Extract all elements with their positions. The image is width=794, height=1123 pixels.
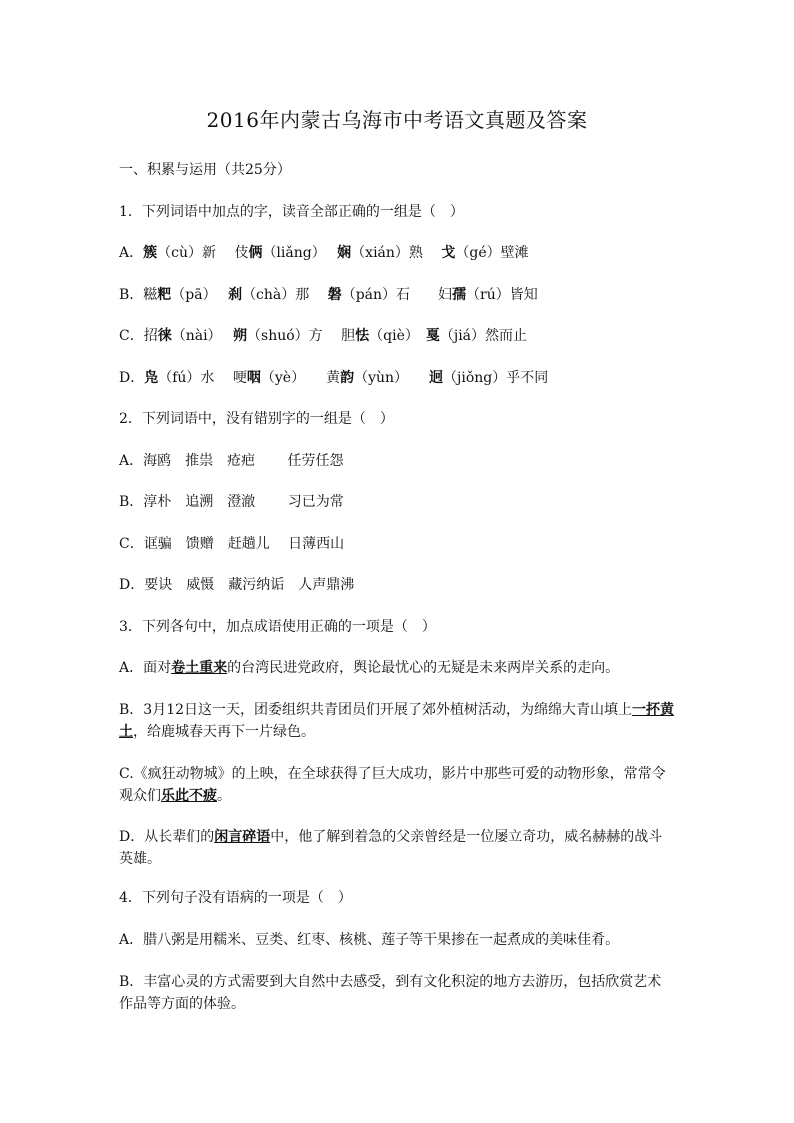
pinyin-text: （rú）皆知 — [466, 287, 538, 303]
pinyin-text: （fú）水 哽 — [158, 370, 247, 386]
question-1-option-b — [119, 285, 538, 305]
pinyin-text: （liǎng） — [262, 245, 338, 261]
question-1-stem: 1．下列词语中加点的字，读音全部正确的一组是（ ） — [119, 204, 464, 220]
question-2-option-a: A．海鸥 推祟 疮疤 任劳任怨 — [119, 453, 344, 469]
option-letter: B． — [119, 287, 144, 303]
plain-char: 糍 — [143, 287, 158, 303]
option-text: ，给鹿城春天再下一片绿色。 — [133, 724, 315, 740]
pinyin-text: （yùn） — [354, 370, 430, 386]
question-3-option-d — [119, 826, 675, 870]
option-text: B．3月12日这一天，团委组织共青团员们开展了郊外植树活动，为绵绵大青山填上 — [119, 702, 633, 718]
option-letter: A． — [119, 245, 144, 261]
idiom-highlight: 一抔黄土 — [119, 702, 675, 740]
idiom-highlight: 乐此不疲 — [161, 788, 217, 804]
pinyin-text: （chà）那 — [242, 287, 328, 303]
question-3-stem: 3．下列各句中，加点成语使用正确的一项是（ ） — [119, 619, 436, 635]
question-1-option-a — [119, 243, 529, 263]
option-text: 。 — [217, 788, 231, 804]
pinyin-text: （jiá）然而止 — [439, 328, 528, 344]
dotted-char: 徕 — [157, 328, 172, 344]
pinyin-text: （pā） — [171, 287, 229, 303]
pinyin-text: （cù）新 — [157, 245, 235, 261]
dotted-char: 韵 — [340, 370, 355, 386]
dotted-char: 磐 — [327, 287, 342, 303]
pinyin-text: （yè） 黄 — [260, 370, 341, 386]
question-3-option-b — [119, 699, 675, 743]
pinyin-text: （jiǒng）乎不同 — [443, 370, 549, 386]
dotted-char: 刹 — [228, 287, 243, 303]
option-text: 中，他了解到着急的父亲曾经是一位屡立奇功，威名赫赫的战斗英雄。 — [119, 829, 663, 867]
question-4-option-a: A．腊八粥是用糯米、豆类、红枣、核桃、莲子等干果掺在一起煮成的美味佳肴。 — [119, 932, 620, 948]
option-text: 的台湾民进党政府，舆论最忧心的无疑是未来两岸关系的走向。 — [227, 660, 620, 676]
question-2-option-c: C．诓骗 馈赠 赶趟儿 日薄西山 — [119, 536, 345, 552]
dotted-char: 迥 — [429, 370, 444, 386]
question-2-stem: 2．下列词语中，没有错别字的一组是（ ） — [119, 411, 394, 427]
dotted-char: 簇 — [143, 245, 158, 261]
option-letter: D． — [119, 370, 145, 386]
question-2-option-b: B．淳朴 追溯 澄澈 习已为常 — [119, 494, 344, 510]
pinyin-text: （shuó）方 胆 — [247, 328, 356, 344]
question-3-option-c — [119, 763, 675, 807]
pinyin-text: （qiè） — [369, 328, 426, 344]
idiom-highlight: 卷土重来 — [171, 660, 228, 676]
pinyin-text: （gé）壁滩 — [455, 245, 529, 261]
option-text: C.《疯狂动物城》的上映，在全球获得了巨大成功，影片中那些可爱的动物形象，常常令观众们 — [119, 766, 666, 804]
option-text: D．从长辈们的 — [119, 829, 215, 845]
pinyin-text: （xián）熟 — [351, 245, 442, 261]
dotted-char: 怯 — [355, 328, 370, 344]
option-letter: C．招 — [119, 328, 158, 344]
section-heading: 一、积累与运用（共25分） — [119, 162, 291, 178]
dotted-char: 咽 — [246, 370, 261, 386]
dotted-char: 凫 — [144, 370, 159, 386]
dotted-char: 戛 — [425, 328, 440, 344]
idiom-highlight: 闲言碎语 — [214, 829, 271, 845]
document-title: 2016年内蒙古乌海市中考语文真题及答案 — [206, 108, 588, 132]
dotted-char: 俩 — [248, 245, 263, 261]
question-1-option-c — [119, 326, 527, 346]
dotted-char: 粑 — [157, 287, 172, 303]
option-text: A．面对 — [119, 660, 172, 676]
pinyin-text: （nài） — [171, 328, 234, 344]
dotted-char: 戈 — [441, 245, 456, 261]
question-2-option-d: D．要诀 威慑 藏污纳诟 人声鼎沸 — [119, 577, 355, 593]
question-3-option-a — [119, 657, 675, 679]
question-1-option-d — [119, 368, 548, 388]
plain-char: 伎 — [234, 245, 249, 261]
dotted-char: 娴 — [337, 245, 352, 261]
pinyin-text: （pán）石 妇 — [341, 287, 453, 303]
dotted-char: 孺 — [452, 287, 467, 303]
question-4-option-b: B．丰富心灵的方式需要到大自然中去感受，到有文化积淀的地方去游历，包括欣赏艺术作品等方面的体验。 — [119, 974, 662, 1012]
dotted-char: 朔 — [233, 328, 248, 344]
question-4-stem: 4．下列句子没有语病的一项是（ ） — [119, 890, 352, 906]
